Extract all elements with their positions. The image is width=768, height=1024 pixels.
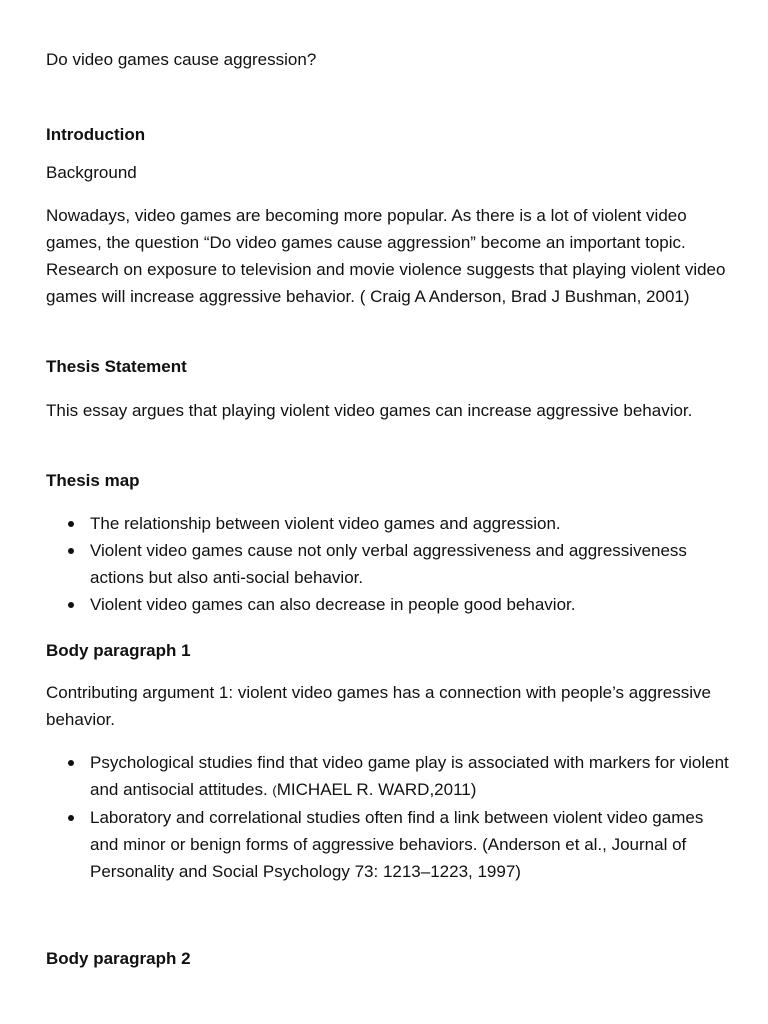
body-paragraph-1-list <box>46 749 736 885</box>
list-item-text: Violent video games cause not only verbal aggressiveness and aggressiveness actions but also anti-social behavior. <box>90 541 687 587</box>
thesis-map-heading: Thesis map <box>46 471 140 490</box>
background-paragraph: Nowadays, video games are becoming more popular. As there is a lot of violent video games, the question “Do video games cause aggression” become an important topic. Research on exposure to television and movie violence suggests that playing violent video games will increase aggressive behavior. ( Craig A Anderson, Brad J Bushman, 2001) <box>46 206 726 306</box>
list-item <box>46 591 736 618</box>
thesis-statement-paragraph: This essay argues that playing violent video games can increase aggressive behavior. <box>46 401 693 420</box>
thesis-statement-heading: Thesis Statement <box>46 357 187 376</box>
list-item <box>46 510 736 537</box>
bullet-icon <box>68 548 74 554</box>
bullet-icon <box>68 815 74 821</box>
thesis-map-list <box>46 510 736 618</box>
body-paragraph-1-heading: Body paragraph 1 <box>46 641 191 660</box>
body-paragraph-1-argument: Contributing argument 1: violent video games has a connection with people’s aggressive behavior. <box>46 683 711 729</box>
body-paragraph-2-heading: Body paragraph 2 <box>46 949 191 968</box>
bullet-icon <box>68 760 74 766</box>
list-item-text: Violent video games can also decrease in people good behavior. <box>90 595 576 614</box>
citation-text: MICHAEL R. WARD,2011) <box>276 780 477 799</box>
list-item-text: Laboratory and correlational studies often find a link between violent video games and minor or benign forms of aggressive behaviors. (Anderson et al., Journal of Personality and Social Psychology 73: 1213–1223, 1997) <box>90 808 704 881</box>
background-label: Background <box>46 163 137 182</box>
list-item-text: Psychological studies find that video game play is associated with markers for violent and antisocial attitudes. <box>90 753 729 799</box>
citation-open-paren: ( <box>272 783 277 798</box>
document-title: Do video games cause aggression? <box>46 50 317 69</box>
bullet-icon <box>68 521 74 527</box>
list-item <box>46 804 736 885</box>
list-item-text: The relationship between violent video games and aggression. <box>90 514 561 533</box>
bullet-icon <box>68 602 74 608</box>
list-item <box>46 749 736 804</box>
introduction-heading: Introduction <box>46 125 146 144</box>
list-item <box>46 537 736 591</box>
